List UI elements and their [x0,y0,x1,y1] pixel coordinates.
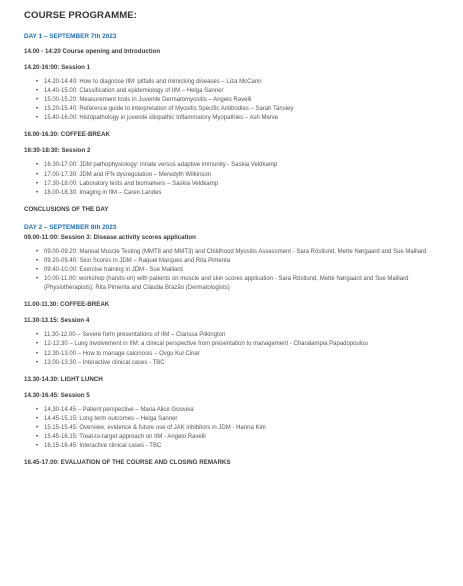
session3-list [24,248,463,293]
page-title: COURSE PROGRAMME: [24,10,138,21]
session1-list [24,78,463,123]
list-item: • 16.15-16.45: Interactive clinical cases - TBC [44,442,463,451]
list-item: • 18.00-18.30: Imaging in IIM – Caren Landes [44,189,463,198]
list-item: • 12.30-13.00 – How to manage calcinosis – Ovgu Kul Cinar [44,350,463,359]
list-item: • 14.40-15.00: Classification and epidemiology of IIM – Helga Sanner [44,87,463,96]
session4-heading: 11.30-13.15: Session 4 [24,317,90,325]
session1-heading: 14.20-16:00: Session 1 [24,64,91,71]
list-item: • 10.00-11.00: workshop (hands-on) with patients on muscle and skin scores application - Sara Röstlund, Mette Nørgaard and Sue Maillard (Physiotherapists); Rita Pimenta and Cláudia Brazão (Dermatologists) [44,275,463,293]
list-item: • 13.00-13.30 – Interactive clinical cases - TBC [44,359,463,368]
lunch-line: 13.30-14.30: LIGHT LUNCH [24,375,103,383]
list-item: • 15.45-16.15: Treat-to-target approach on IIM - Angelo Ravelli [44,433,463,442]
session2-heading: 16:30-18:30: Session 2 [24,147,91,155]
list-item: • 09.20-09.40: Skin Scores in JDM – Raquel Marques and Rita Pimenta [44,257,463,266]
day2-coffee-break: 11.00-11.30: COFFEE-BREAK [24,301,110,309]
list-item: • 11.30-12.00 – Severe form presentations of IIM – Clarissa Pilkington [44,331,463,340]
day1-heading: DAY 1 – SEPTEMBER 7th 2023 [24,33,117,40]
list-item: • 09.00-09.20: Manual Muscle Testing (MMT8 and MMT3) and Childhood Myositis Assessment - Sara Röstlund, Mette Nørgaard and Sue Maillard [44,248,463,257]
closing-line: 16.45-17.00: EVALUATION OF THE COURSE AND CLOSING REMARKS [24,459,231,467]
list-item: • 14.30-14.45 – Patient perspective – Maria Alice Gouveia [44,406,463,415]
list-item: • 17.00-17.30: JDM and IFN dysregulation – Meredyth Wilkinson [44,171,463,180]
list-item: • 15.15-15.45: Overview, evidence & future use of JAK inhibitors in JDM - Hanna Kim [44,424,463,433]
list-item: • 15.20-15.40: Reference guide to interpretation of Myositis Specific Antibodies – Sarah Tansley [44,105,463,114]
conclusions-line: CONCLUSIONS OF THE DAY [24,205,109,213]
session2-list [24,161,463,197]
session5-heading: 14.30-16.45: Session 5 [24,391,90,399]
list-item: • 14.20-14.40: How to diagnose IIM: pitfalls and mimicking diseases – Liza McCann [44,78,463,87]
day1-coffee-break: 16.00-16.30: COFFEE-BREAK [24,131,110,139]
session3-heading: 09.00-11:00: Session 3: Disease activity scores application [24,233,196,241]
list-item: • 17.30-18.00: Laboratory tests and biomarkers – Saskia Veldkamp [44,180,463,189]
list-item: • 15.00-15.20: Measurement tools in Juvenile Dermatomyositis – Angelo Ravelli [44,96,463,105]
list-item: • 12-12.30 – Lung involvement in IIM: a clinical perspective from presentation to management - Charalampia Papadopoulou [44,340,463,349]
session5-list [24,406,463,451]
opening-line: 14.00 - 14:20 Course opening and Introduction [24,48,161,55]
list-item: • 16.30-17.00: JDM pathophysiology: innate versus adaptive immunity - Saskia Veldkamp [44,161,463,170]
list-item: • 15.40-16.00: Histopathology in juvenile idiopathic Inflammatory Myopathies – Ash Merve [44,114,463,123]
session4-list [24,331,463,367]
day2-heading: DAY 2 – SEPTEMBER 8th 2023 [24,223,117,231]
list-item: • 14.45-15.15: Long term outcomes – Helga Sanner [44,415,463,424]
list-item: • 09:40-10.00: Exercise training in JDM - Sue Maillard [44,266,463,275]
